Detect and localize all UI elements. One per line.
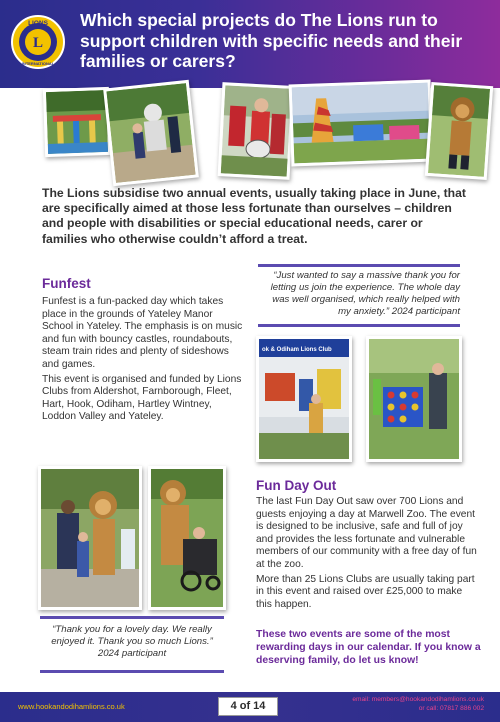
photo-helter-skelter bbox=[289, 80, 434, 167]
funfest-paragraph-1: Funfest is a fun-packed day which takes place in the grounds of Yateley Manor School in Yateley. The emphasis is on music and fun with bouncy castles, roundabouts, steam train rides and plenty of sideshows and games. bbox=[42, 296, 243, 370]
gazebo-banner-text: ok & Odiham Lions Club bbox=[262, 347, 332, 353]
footer-contact bbox=[352, 696, 484, 713]
footer-website-link[interactable]: www.hookandodihamlions.co.uk bbox=[18, 702, 125, 711]
page-footer bbox=[0, 692, 500, 722]
page-number: 4 of 14 bbox=[218, 697, 278, 716]
callout-text: These two events are some of the most rewarding days in our calendar. If you know a deserving family, do let us know! bbox=[256, 629, 481, 666]
page-title: Which special projects do The Lions run to support children with specific needs and their families or carers? bbox=[80, 10, 463, 71]
fundayout-paragraph-2: More than 25 Lions Clubs are usually taking part in this event and raised over £25,000 to make this happen. bbox=[256, 573, 475, 610]
lions-logo bbox=[10, 14, 66, 70]
logo-subtext: INTERNATIONAL bbox=[21, 61, 55, 66]
quote-1-rule-bottom bbox=[258, 324, 460, 327]
photo-band-drummer bbox=[218, 82, 295, 180]
photo-lions-gazebo bbox=[256, 336, 352, 462]
photo-lion-mascot bbox=[425, 82, 493, 180]
quote-1-rule-top bbox=[258, 264, 460, 267]
photo-mascot-wheelchair bbox=[148, 466, 226, 610]
footer-phone: or call: 07817 886 002 bbox=[418, 704, 484, 712]
logo-letter: L bbox=[32, 35, 44, 51]
quote-2-rule-top bbox=[40, 616, 224, 619]
photo-giant-connect-four bbox=[366, 336, 462, 462]
footer-email-link[interactable]: email: members@hookandodihamlions.co.uk bbox=[352, 696, 484, 703]
funfest-heading: Funfest bbox=[42, 276, 91, 291]
funfest-text bbox=[42, 296, 244, 424]
photo-lion-mascot-family bbox=[38, 466, 142, 610]
funfest-paragraph-2: This event is organised and funded by Lions Clubs from Aldershot, Farnborough, Fleet, Hart, Hook, Odiham, Hartley Wintney, Loddon Valley and Yateley. bbox=[42, 373, 242, 423]
intro-paragraph: The Lions subsidise two annual events, usually taking place in June, that are specifically aimed at those less fortunate than ourselves – children and people with disabilities or special educational needs, carer or families who otherwise couldn’t afford a treat. bbox=[42, 186, 466, 246]
fundayout-text bbox=[256, 496, 478, 611]
photo-mascot-with-child bbox=[103, 80, 199, 186]
fundayout-heading: Fun Day Out bbox=[256, 478, 337, 493]
quote-1: “Just wanted to say a massive thank you for letting us join the experience. The whole day was well organised, which really helped with my anxiety.” 2024 participant bbox=[270, 270, 460, 317]
logo-text: LIONS bbox=[28, 20, 48, 27]
quote-2: “Thank you for a lovely day. We really enjoyed it. Thank you so much Lions.” 2024 participant bbox=[51, 624, 213, 659]
quote-2-rule-bottom bbox=[40, 670, 224, 673]
photo-carousel-ride bbox=[43, 87, 111, 157]
fundayout-paragraph-1: The last Fun Day Out saw over 700 Lions and guests enjoying a day at Marwell Zoo. The event is designed to be inclusive, safe and full of joy and provides the less fortunate and vulnerable members of our community with a free day of fun at the zoo. bbox=[256, 496, 477, 570]
page-header bbox=[0, 0, 500, 88]
